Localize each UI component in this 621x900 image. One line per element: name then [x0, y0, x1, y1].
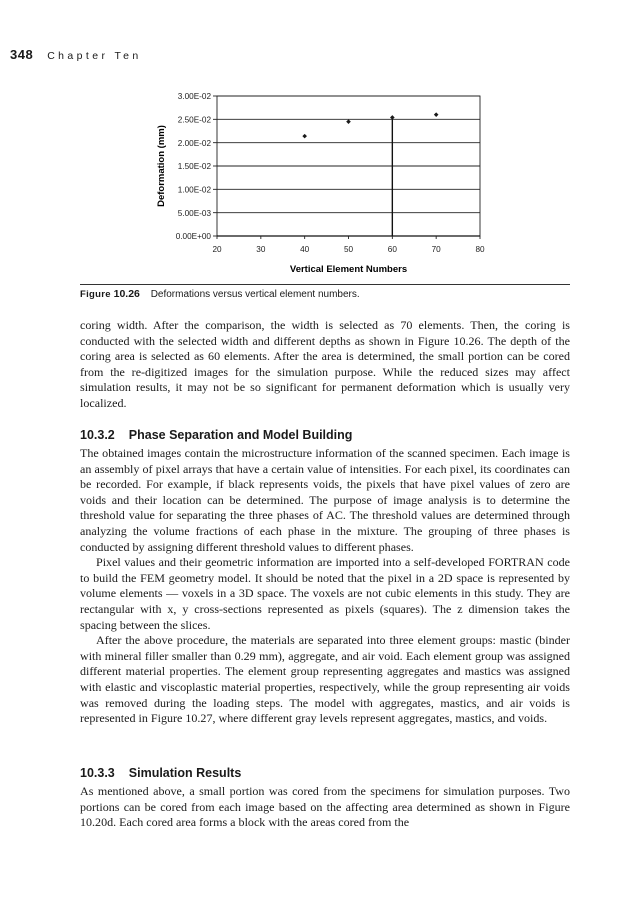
chapter-title: Chapter Ten	[47, 50, 142, 62]
x-tick-label: 50	[343, 245, 354, 254]
x-tick-label: 20	[212, 245, 222, 254]
point-layer	[302, 112, 438, 138]
tick-layer	[176, 92, 485, 254]
axis-layer	[213, 96, 480, 239]
y-tick-label: 2.00E-02	[177, 138, 211, 148]
caption-rule	[80, 284, 570, 285]
deformation-chart	[150, 84, 495, 284]
paragraph-simulation: As mentioned above, a small portion was cored from the specimens for simulation purposes. Two portions can be cored from each image based on the affecting area determined as shown in Figure 10.20d. Each cored area forms a block with the areas cored from the	[80, 784, 570, 830]
y-tick-label: 1.50E-02	[177, 162, 211, 172]
y-tick-label: 0.00E+00	[175, 232, 211, 242]
paragraph-groups: After the above procedure, the materials are separated into three element groups: mastic (binder with mineral filler smaller than 0.29 mm), aggregate, and air void. Each element group was assigned different material properties. The element group representing aggregates and mastics was assigned with elastic and viscoplastic material properties, respectively, while the group representing air voids was removed during the loading steps. The model with aggregates, mastics, and air voids is represented in Figure 10.27, where different gray levels represent aggregates, mastics, and voids.	[80, 633, 570, 726]
section-body-10-3-3	[80, 784, 570, 831]
page-header	[10, 46, 142, 64]
section-number: 10.3.3	[80, 766, 115, 780]
x-tick-label: 70	[431, 245, 441, 254]
grid-layer	[217, 96, 480, 213]
y-tick-label: 2.50E-02	[177, 115, 211, 125]
chart-svg	[150, 84, 495, 284]
section-title: Phase Separation and Model Building	[128, 428, 353, 442]
page-number: 348	[10, 47, 34, 62]
section-title: Simulation Results	[128, 766, 242, 780]
paragraph-coring: coring width. After the comparison, the width is selected as 70 elements. Then, the coring is conducted with the selected width and different depths as shown in Figure 10.26. The depth of the coring area is selected as 60 elements. After the area is determined, the small portion can be cored from the re-digitized images for the simulation purpose. While the reduced sizes may affect simulation results, it may not be so significant for permanent deformation which is usually very localized.	[80, 318, 570, 410]
x-axis-label: Vertical Element Numbers	[289, 264, 408, 275]
data-point	[346, 119, 351, 124]
data-point	[302, 134, 307, 139]
section-heading-10-3-3	[80, 766, 241, 780]
y-tick-label: 3.00E-02	[177, 92, 211, 102]
x-tick-label: 80	[475, 245, 485, 254]
y-axis-label: Deformation (mm)	[156, 125, 167, 207]
figure-caption-text: Deformations versus vertical element numbers.	[150, 289, 360, 300]
figure-caption	[80, 288, 360, 300]
section-body-10-3-2	[80, 446, 570, 727]
section-number: 10.3.2	[80, 428, 115, 442]
y-tick-label: 5.00E-03	[177, 208, 211, 218]
paragraph-intro	[80, 318, 570, 412]
x-tick-label: 40	[300, 245, 310, 254]
y-tick-label: 1.00E-02	[177, 185, 211, 195]
figure-number: 10.26	[113, 288, 140, 300]
paragraph-images: The obtained images contain the microstructure information of the scanned specimen. Each image is an assembly of pixel arrays that have a certain value of intensities. For each pixel, its coordinates can be recorded. For example, if black represents voids, the pixels that have pixel values of zero are voids and their location can be determined. The purpose of image analysis is to determine the threshold value for separating the three phases of AC. The threshold values are determined through analyzing the volume fractions of each phase in the mixture. The grouping of three phases is conducted by assigning different threshold values to different phases.	[80, 446, 570, 554]
figure-label: Figure	[80, 289, 111, 300]
x-tick-label: 30	[256, 245, 266, 254]
section-heading-10-3-2	[80, 428, 352, 442]
x-tick-label: 60	[387, 245, 397, 254]
paragraph-pixels: Pixel values and their geometric information are imported into a self-developed FORTRAN code to build the FEM geometry model. It should be noted that the pixel in a 2D space is represented by volume elements — voxels in a 3D space. The voxels are not cubic elements in this study. They are rectangular with x, y cross-sections represented as pixels (squares). The z dimension takes the spacing between the slices.	[80, 555, 570, 632]
data-point	[434, 112, 439, 117]
